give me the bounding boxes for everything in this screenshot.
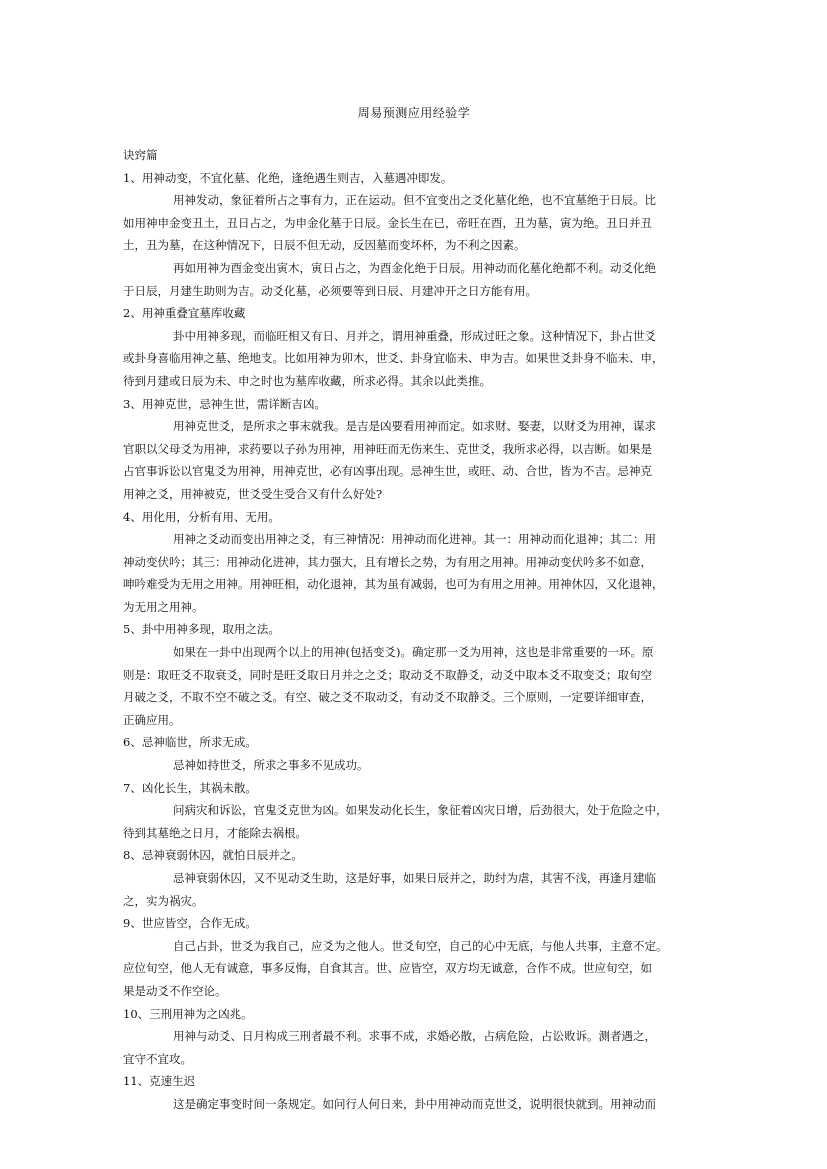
paragraph-line: 如果在一卦中出现两个以上的用神(包括变爻)。确定那一爻为用神，这也是非常重要的一环。原 bbox=[173, 645, 654, 660]
item-heading: 5、卦中用神多现，取用之法。 bbox=[123, 622, 280, 637]
paragraph-line: 果是动爻不作空论。 bbox=[123, 983, 227, 998]
item-heading: 8、忌神衰弱休囚，就怕日辰并之。 bbox=[123, 848, 303, 863]
section-title: 诀窍篇 bbox=[123, 148, 158, 162]
item-heading: 4、用化用，分析有用、无用。 bbox=[123, 509, 280, 524]
paragraph-line: 自己占卦，世爻为我自己，应爻为之他人。世爻旬空，自己的心中无底，与他人共事，主意不定。 bbox=[173, 938, 668, 953]
paragraph-line: 忌神衰弱休囚，又不见动爻生助，这是好事，如果日辰并之，助纣为虐，其害不浅，再逢月建临 bbox=[173, 871, 656, 885]
item-heading: 7、凶化长生，其祸未散。 bbox=[123, 780, 257, 795]
document-body bbox=[123, 144, 705, 1116]
paragraph-line: 问病灾和诉讼，官鬼爻克世为凶。如果发动化长生，象征着凶灾日增，后劲很大，处于危险之中， bbox=[173, 803, 668, 818]
item-heading: 10、三刑用神为之凶兆。 bbox=[123, 1006, 253, 1021]
paragraph-line: 用神之爻动而变出用神之爻，有三神情况：用神动而化进神。其一：用神动而化退神；其二：用 bbox=[173, 532, 656, 547]
text-lines bbox=[123, 167, 705, 1116]
paragraph-line: 宜守不宜攻。 bbox=[123, 1051, 192, 1066]
item-heading: 2、用神重叠宜墓库收藏 bbox=[123, 306, 246, 321]
item-heading: 9、世应皆空，合作无成。 bbox=[123, 916, 257, 931]
paragraph-line: 忌神如持世爻，所求之事多不见成功。 bbox=[173, 758, 369, 773]
paragraph-line: 正确应用。 bbox=[123, 712, 181, 727]
paragraph-line: 用神之爻，用神被克，世爻受生受合又有什么好处? bbox=[123, 486, 383, 501]
paragraph-line: 于日辰，月建生助则为吉。动爻化墓，必须要等到日辰、月建冲开之日方能有用。 bbox=[123, 283, 537, 298]
paragraph-line: 之，实为祸灾。 bbox=[123, 893, 204, 908]
paragraph-line: 用神克世爻，是所求之事末就我。是吉是凶要看用神而定。如求财、娶妻，以财爻为用神，谋求 bbox=[173, 419, 656, 434]
paragraph-line: 应位旬空，他人无有诚意，事多反悔，自食其言。世、应皆空，双方均无诚意，合作不成。世应旬空，如 bbox=[123, 961, 652, 976]
document-title: 周易预测应用经验学 bbox=[357, 106, 471, 120]
paragraph-line: 土，丑为墓，在这种情况下，日辰不但无动，反因墓而变坏杯，为不利之因素。 bbox=[123, 238, 526, 253]
paragraph-line: 神动变伏吟；其三：用神动化进神，其力强大，且有增长之势，为有用之用神。用神动变伏吟多不如意， bbox=[123, 554, 652, 569]
paragraph-line: 为无用之用神。 bbox=[123, 599, 204, 614]
paragraph-line: 则是：取旺爻不取衰爻，同时是旺爻取日月并之之爻；取动爻不取静爻，动爻中取本爻不取变爻；取旬空 bbox=[123, 667, 652, 682]
paragraph-line: 官职以父母爻为用神，求药要以子孙为用神，用神旺而无伤来生、克世爻，我所求必得，以吉断。如果是 bbox=[123, 441, 652, 456]
paragraph-line: 卦中用神多现，而临旺相又有日、月并之，谓用神重叠，形成过旺之象。这种情况下，卦占世爻 bbox=[173, 328, 656, 343]
paragraph-line: 用神发动，象征着所占之事有力，正在运动。但不宜变出之爻化墓化绝，也不宜墓绝于日辰。比 bbox=[173, 193, 656, 208]
paragraph-line: 再如用神为酉金变出寅木，寅日占之，为酉金化绝于日辰。用神动而化墓化绝都不利。动爻化绝 bbox=[173, 260, 656, 275]
item-heading: 3、用神克世，忌神生世，需详断吉凶。 bbox=[123, 396, 326, 411]
paragraph-line: 这是确定事变时间一条规定。如问行人何日来，卦中用神动而克世爻，说明很快就到。用神动而 bbox=[173, 1096, 656, 1111]
paragraph-line: 呻吟难受为无用之用神。用神旺相，动化退神，其为虽有减弱，也可为有用之用神。用神休囚，又化退神， bbox=[123, 577, 664, 592]
item-heading: 6、忌神临世，所求无成。 bbox=[123, 735, 257, 750]
paragraph-line: 待到月建或日辰为未、申之时也为墓库收藏，所求必得。其余以此类推。 bbox=[123, 373, 491, 388]
paragraph-line: 用神与动爻、日月构成三刑者最不利。求事不成，求婚必散，占病危险，占讼败诉。测者遇之， bbox=[173, 1029, 656, 1044]
paragraph-line: 占官事诉讼以官鬼爻为用神，用神克世，必有凶事出现。忌神生世，或旺、动、合世，皆为不吉。忌神克 bbox=[123, 464, 652, 479]
paragraph-line: 或卦身喜临用神之墓、绝地支。比如用神为卯木，世爻、卦身宜临未、申为吉。如果世爻卦身不临未、申， bbox=[123, 351, 664, 366]
item-heading: 11、克速生迟 bbox=[123, 1074, 196, 1089]
paragraph-line: 如用神申金变丑土，丑日占之，为申金化墓于日辰。金长生在已，帝旺在酉，丑为墓，寅为绝。丑日并丑 bbox=[123, 215, 652, 230]
paragraph-line: 月破之爻，不取不空不破之爻。有空、破之爻不取动爻，有动爻不取静爻。三个原则，一定要详细审查， bbox=[123, 690, 652, 705]
item-heading: 1、用神动变，不宜化墓、化绝，逢绝遇生则吉，入墓遇冲即发。 bbox=[123, 170, 453, 185]
paragraph-line: 待到其墓绝之日月，才能除去祸根。 bbox=[123, 825, 307, 840]
